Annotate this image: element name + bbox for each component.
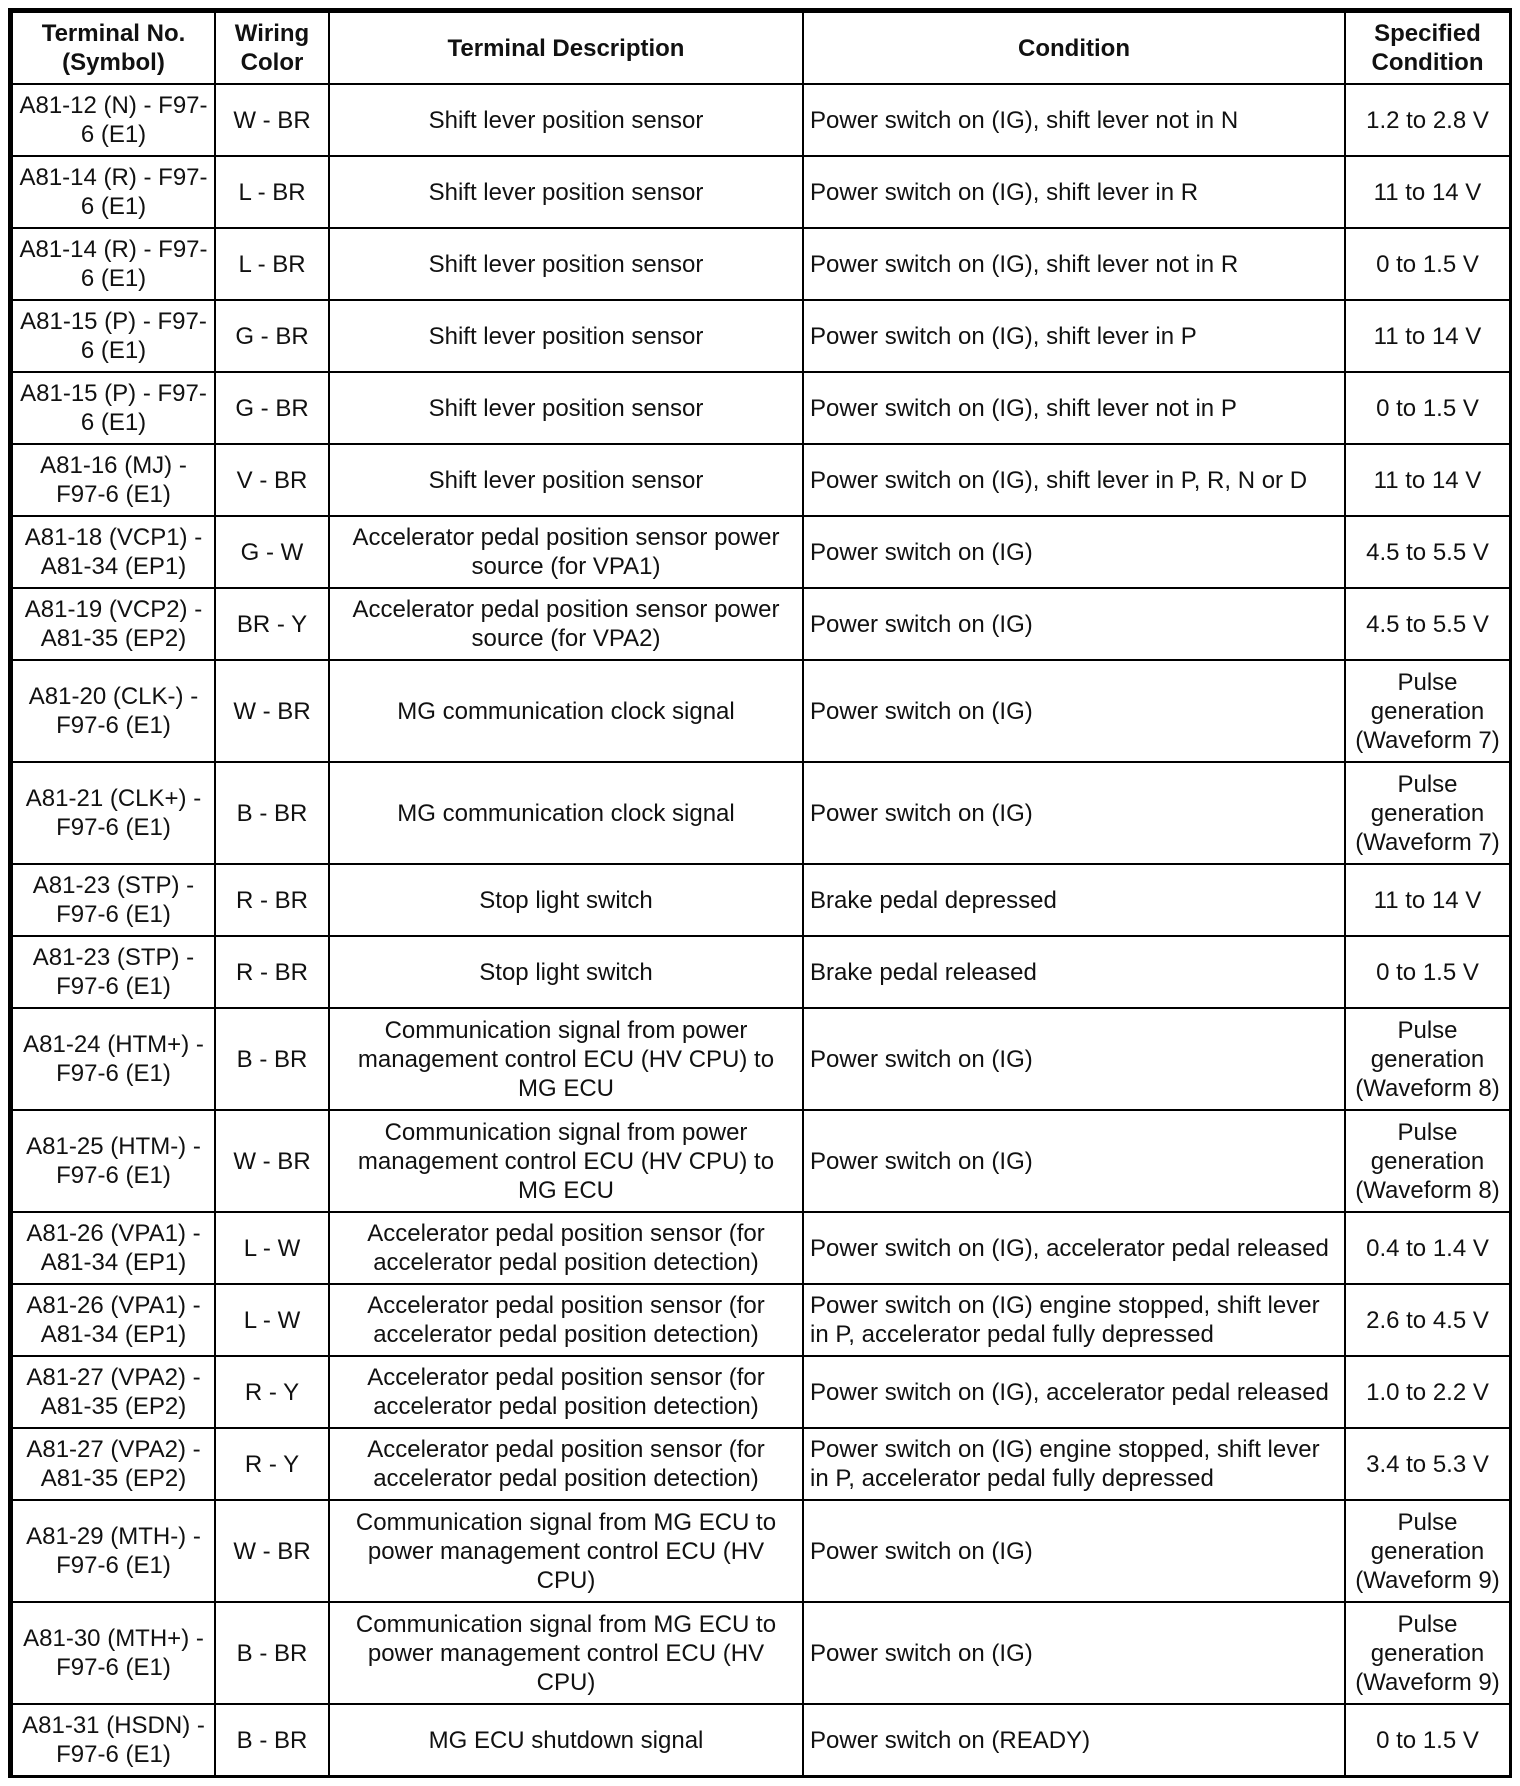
cell-terminal-description: Shift lever position sensor: [329, 372, 803, 444]
cell-terminal: A81-23 (STP) - F97-6 (E1): [12, 936, 215, 1008]
cell-specified-condition: 0 to 1.5 V: [1345, 1704, 1510, 1776]
cell-terminal-description: Shift lever position sensor: [329, 84, 803, 156]
cell-condition: Power switch on (IG) engine stopped, shift lever in P, accelerator pedal fully depressed: [803, 1428, 1345, 1500]
cell-terminal: A81-15 (P) - F97-6 (E1): [12, 372, 215, 444]
table-row: [12, 660, 1510, 762]
table-row: [12, 1428, 1510, 1500]
cell-terminal-description: MG ECU shutdown signal: [329, 1704, 803, 1776]
cell-wiring-color: B - BR: [215, 1602, 329, 1704]
cell-specified-condition: 3.4 to 5.3 V: [1345, 1428, 1510, 1500]
cell-specified-condition: 0 to 1.5 V: [1345, 372, 1510, 444]
cell-condition: Brake pedal released: [803, 936, 1345, 1008]
table-body: [12, 84, 1510, 1776]
cell-wiring-color: W - BR: [215, 84, 329, 156]
cell-terminal: A81-27 (VPA2) - A81-35 (EP2): [12, 1428, 215, 1500]
cell-wiring-color: L - W: [215, 1284, 329, 1356]
cell-specified-condition: 1.0 to 2.2 V: [1345, 1356, 1510, 1428]
cell-specified-condition: Pulse generation (Waveform 8): [1345, 1008, 1510, 1110]
table-row: [12, 936, 1510, 1008]
header-terminal: Terminal No. (Symbol): [12, 12, 215, 84]
cell-specified-condition: Pulse generation (Waveform 9): [1345, 1500, 1510, 1602]
cell-terminal-description: Accelerator pedal position sensor (for accelerator pedal position detection): [329, 1356, 803, 1428]
cell-specified-condition: 11 to 14 V: [1345, 300, 1510, 372]
table-row: [12, 762, 1510, 864]
cell-specified-condition: Pulse generation (Waveform 7): [1345, 660, 1510, 762]
header-terminal-description: Terminal Description: [329, 12, 803, 84]
cell-condition: Power switch on (IG): [803, 660, 1345, 762]
cell-terminal-description: Stop light switch: [329, 936, 803, 1008]
table-row: [12, 84, 1510, 156]
terminal-table-sheet: [8, 8, 1512, 1778]
cell-wiring-color: B - BR: [215, 1008, 329, 1110]
cell-terminal-description: Shift lever position sensor: [329, 228, 803, 300]
cell-wiring-color: W - BR: [215, 1500, 329, 1602]
cell-wiring-color: W - BR: [215, 660, 329, 762]
table-row: [12, 156, 1510, 228]
cell-wiring-color: V - BR: [215, 444, 329, 516]
cell-terminal-description: Accelerator pedal position sensor (for accelerator pedal position detection): [329, 1428, 803, 1500]
table-header-row: [12, 12, 1510, 84]
cell-specified-condition: 11 to 14 V: [1345, 444, 1510, 516]
header-specified-condition: Specified Condition: [1345, 12, 1510, 84]
table-row: [12, 864, 1510, 936]
cell-specified-condition: 4.5 to 5.5 V: [1345, 516, 1510, 588]
cell-wiring-color: L - BR: [215, 156, 329, 228]
cell-terminal: A81-27 (VPA2) - A81-35 (EP2): [12, 1356, 215, 1428]
cell-terminal: A81-25 (HTM-) - F97-6 (E1): [12, 1110, 215, 1212]
cell-terminal-description: Shift lever position sensor: [329, 444, 803, 516]
cell-terminal-description: Accelerator pedal position sensor power source (for VPA1): [329, 516, 803, 588]
cell-wiring-color: G - BR: [215, 300, 329, 372]
cell-terminal: A81-16 (MJ) - F97-6 (E1): [12, 444, 215, 516]
cell-terminal: A81-26 (VPA1) - A81-34 (EP1): [12, 1212, 215, 1284]
cell-terminal-description: MG communication clock signal: [329, 660, 803, 762]
cell-condition: Power switch on (IG), shift lever in P: [803, 300, 1345, 372]
cell-terminal-description: Accelerator pedal position sensor (for accelerator pedal position detection): [329, 1212, 803, 1284]
cell-condition: Power switch on (IG): [803, 1602, 1345, 1704]
cell-terminal-description: Shift lever position sensor: [329, 300, 803, 372]
cell-terminal: A81-30 (MTH+) - F97-6 (E1): [12, 1602, 215, 1704]
table-row: [12, 1212, 1510, 1284]
cell-specified-condition: 1.2 to 2.8 V: [1345, 84, 1510, 156]
cell-condition: Power switch on (READY): [803, 1704, 1345, 1776]
cell-specified-condition: 11 to 14 V: [1345, 864, 1510, 936]
cell-specified-condition: 0.4 to 1.4 V: [1345, 1212, 1510, 1284]
cell-condition: Power switch on (IG): [803, 1110, 1345, 1212]
cell-terminal-description: Accelerator pedal position sensor (for accelerator pedal position detection): [329, 1284, 803, 1356]
cell-wiring-color: R - Y: [215, 1356, 329, 1428]
cell-terminal: A81-20 (CLK-) - F97-6 (E1): [12, 660, 215, 762]
cell-terminal: A81-12 (N) - F97-6 (E1): [12, 84, 215, 156]
cell-terminal: A81-23 (STP) - F97-6 (E1): [12, 864, 215, 936]
cell-wiring-color: R - BR: [215, 936, 329, 1008]
cell-terminal: A81-24 (HTM+) - F97-6 (E1): [12, 1008, 215, 1110]
cell-specified-condition: 2.6 to 4.5 V: [1345, 1284, 1510, 1356]
cell-terminal-description: MG communication clock signal: [329, 762, 803, 864]
table-row: [12, 372, 1510, 444]
cell-condition: Power switch on (IG): [803, 1008, 1345, 1110]
cell-specified-condition: 0 to 1.5 V: [1345, 936, 1510, 1008]
cell-terminal-description: Communication signal from MG ECU to power management control ECU (HV CPU): [329, 1500, 803, 1602]
cell-specified-condition: Pulse generation (Waveform 8): [1345, 1110, 1510, 1212]
cell-condition: Power switch on (IG), shift lever in R: [803, 156, 1345, 228]
table-row: [12, 228, 1510, 300]
cell-wiring-color: R - BR: [215, 864, 329, 936]
cell-specified-condition: 0 to 1.5 V: [1345, 228, 1510, 300]
cell-wiring-color: B - BR: [215, 1704, 329, 1776]
cell-condition: Power switch on (IG): [803, 588, 1345, 660]
table-row: [12, 1602, 1510, 1704]
cell-terminal: A81-19 (VCP2) - A81-35 (EP2): [12, 588, 215, 660]
cell-terminal: A81-15 (P) - F97-6 (E1): [12, 300, 215, 372]
table-row: [12, 1500, 1510, 1602]
table-row: [12, 588, 1510, 660]
cell-condition: Brake pedal depressed: [803, 864, 1345, 936]
cell-specified-condition: 4.5 to 5.5 V: [1345, 588, 1510, 660]
cell-wiring-color: B - BR: [215, 762, 329, 864]
cell-specified-condition: Pulse generation (Waveform 7): [1345, 762, 1510, 864]
table-row: [12, 1356, 1510, 1428]
cell-condition: Power switch on (IG), shift lever not in R: [803, 228, 1345, 300]
cell-terminal-description: Shift lever position sensor: [329, 156, 803, 228]
cell-wiring-color: G - W: [215, 516, 329, 588]
cell-terminal: A81-21 (CLK+) - F97-6 (E1): [12, 762, 215, 864]
cell-terminal-description: Accelerator pedal position sensor power source (for VPA2): [329, 588, 803, 660]
cell-condition: Power switch on (IG), shift lever in P, R, N or D: [803, 444, 1345, 516]
cell-specified-condition: Pulse generation (Waveform 9): [1345, 1602, 1510, 1704]
header-condition: Condition: [803, 12, 1345, 84]
cell-wiring-color: G - BR: [215, 372, 329, 444]
cell-specified-condition: 11 to 14 V: [1345, 156, 1510, 228]
cell-wiring-color: L - BR: [215, 228, 329, 300]
cell-terminal: A81-14 (R) - F97-6 (E1): [12, 228, 215, 300]
cell-wiring-color: R - Y: [215, 1428, 329, 1500]
cell-condition: Power switch on (IG), shift lever not in P: [803, 372, 1345, 444]
cell-terminal: A81-29 (MTH-) - F97-6 (E1): [12, 1500, 215, 1602]
table-row: [12, 516, 1510, 588]
cell-condition: Power switch on (IG), accelerator pedal released: [803, 1212, 1345, 1284]
cell-terminal: A81-31 (HSDN) - F97-6 (E1): [12, 1704, 215, 1776]
cell-condition: Power switch on (IG): [803, 762, 1345, 864]
cell-terminal-description: Communication signal from power management control ECU (HV CPU) to MG ECU: [329, 1110, 803, 1212]
cell-terminal: A81-14 (R) - F97-6 (E1): [12, 156, 215, 228]
cell-terminal: A81-26 (VPA1) - A81-34 (EP1): [12, 1284, 215, 1356]
table-row: [12, 1008, 1510, 1110]
table-row: [12, 1110, 1510, 1212]
cell-wiring-color: L - W: [215, 1212, 329, 1284]
cell-wiring-color: W - BR: [215, 1110, 329, 1212]
table-row: [12, 300, 1510, 372]
cell-condition: Power switch on (IG), accelerator pedal released: [803, 1356, 1345, 1428]
cell-terminal-description: Stop light switch: [329, 864, 803, 936]
header-wiring-color: Wiring Color: [215, 12, 329, 84]
cell-terminal: A81-18 (VCP1) - A81-34 (EP1): [12, 516, 215, 588]
table-row: [12, 1284, 1510, 1356]
cell-condition: Power switch on (IG), shift lever not in N: [803, 84, 1345, 156]
cell-condition: Power switch on (IG) engine stopped, shift lever in P, accelerator pedal fully depressed: [803, 1284, 1345, 1356]
cell-terminal-description: Communication signal from MG ECU to power management control ECU (HV CPU): [329, 1602, 803, 1704]
table-row: [12, 444, 1510, 516]
cell-condition: Power switch on (IG): [803, 516, 1345, 588]
cell-terminal-description: Communication signal from power management control ECU (HV CPU) to MG ECU: [329, 1008, 803, 1110]
terminal-table: [11, 11, 1511, 1777]
cell-condition: Power switch on (IG): [803, 1500, 1345, 1602]
table-row: [12, 1704, 1510, 1776]
cell-wiring-color: BR - Y: [215, 588, 329, 660]
